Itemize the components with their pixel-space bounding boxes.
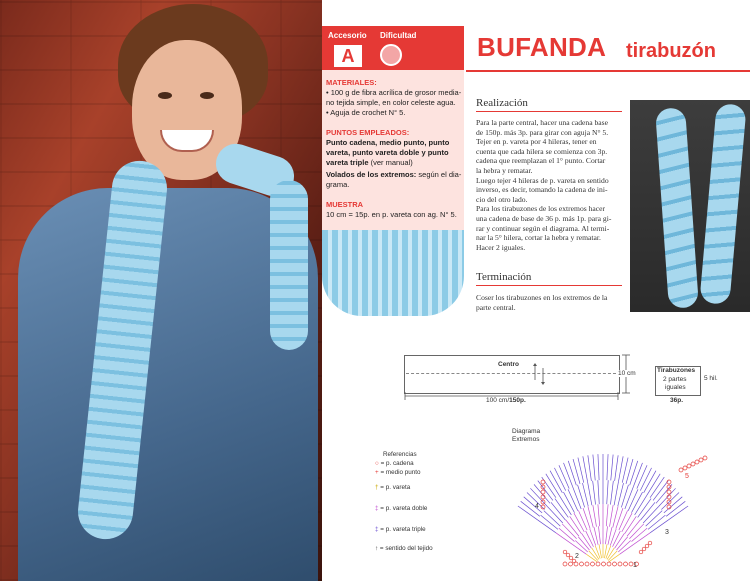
materials-line-1: • 100 g de fibra acrílica de grosor media- [326, 88, 462, 97]
stitch-mark [570, 516, 582, 534]
double-treble-icon: ‡ [375, 526, 379, 533]
chain-stitch [687, 464, 691, 468]
stitch-mark [633, 533, 650, 545]
terminacion-rule [476, 285, 622, 286]
stitch-mark [648, 515, 665, 529]
stitch-mark [555, 499, 568, 518]
legend [375, 450, 433, 553]
stitch-mark [551, 502, 566, 520]
stitch-mark [546, 474, 559, 495]
double-crochet-icon: † [375, 484, 379, 491]
chain-stitch [667, 490, 671, 494]
realizacion-line: una cadena de base de 36 p. más 1p. para gi- [476, 213, 612, 223]
row-number-4: 4 [535, 503, 539, 510]
stitch-mark [614, 482, 618, 506]
chain-stitch [585, 562, 589, 566]
chain-stitch [679, 468, 683, 472]
stitch-mark [598, 526, 600, 544]
right-eye [200, 92, 214, 99]
stitch-mark [574, 513, 584, 532]
chain-stitch [541, 480, 545, 484]
stitch-mark [538, 520, 556, 533]
realizacion-line: nar la 5° hilera, cortar la hebra y rematar. [476, 233, 601, 243]
centro-label: Centro [498, 361, 519, 368]
realizacion-line: de 150p. más 3p. para girar con aguja N° 5. [476, 127, 609, 137]
stitch-mark [622, 513, 632, 532]
stitches-line-1: Punto cadena, medio punto, punto [326, 138, 450, 147]
stitch-mark [568, 461, 576, 485]
arrow-icon: ↑ [375, 545, 379, 552]
chain-stitch [699, 458, 703, 462]
materials-line-2: no tejida simple, en color celeste agua. [326, 98, 456, 107]
materials-heading: MATERIALES: [326, 78, 377, 87]
stitches-line-3: vareta triple (ver manual) [326, 158, 413, 167]
chain-stitch [563, 550, 567, 554]
stitch-mark [638, 499, 651, 518]
row-number-1: 1 [633, 562, 637, 569]
stitch-mark [635, 495, 647, 515]
row-number-5: 5 [685, 473, 689, 480]
stitch-mark [668, 506, 688, 520]
chain-stitch [648, 541, 652, 545]
sample-heading: MUESTRA [326, 200, 364, 209]
terminacion-line-2: parte central. [476, 303, 516, 312]
stitch-mark [568, 489, 578, 510]
chain-stitch [691, 462, 695, 466]
stitch-mark [573, 487, 581, 509]
diagram-title: Diagrama [512, 428, 541, 435]
row-number-2: 2 [575, 553, 579, 560]
stitch-mark [615, 455, 619, 481]
stitch-mark [554, 468, 565, 491]
row-number-3: 3 [665, 529, 669, 536]
stitch-mark [605, 526, 607, 544]
chain-stitch [618, 562, 622, 566]
stitch-mark [564, 463, 573, 487]
stitch-mark [588, 455, 592, 481]
stitch-mark [566, 520, 579, 536]
stitch-mark [563, 492, 574, 513]
chain-stitch [613, 562, 617, 566]
stitch-mark [593, 505, 597, 527]
chain-stitch [624, 562, 628, 566]
stitch-mark [556, 533, 573, 545]
stitch-mark [610, 481, 613, 505]
chain-stitch [569, 556, 573, 560]
realizacion-line: la hebra y rematar. [476, 165, 533, 175]
accessory-letter: A [334, 45, 362, 67]
stitch-mark [583, 456, 588, 481]
stitches-line-2: vareta, punto vareta doble y punto [326, 148, 449, 157]
model-photo [0, 0, 322, 581]
stitch-mark [619, 510, 628, 530]
stitch-mark [544, 511, 561, 526]
width-label: 100 cm/150p. [486, 397, 526, 404]
stitch-mark [641, 502, 656, 520]
stitch-mark [607, 454, 608, 480]
left-eye [158, 92, 172, 99]
center-line [406, 373, 616, 374]
realizacion-line: Luego tejer 4 hileras de p. vareta en sentido [476, 175, 609, 185]
stitch-mark [620, 545, 634, 555]
chain-stitch [591, 562, 595, 566]
chain-stitch [563, 562, 567, 566]
accessory-label: Accesorio [328, 31, 367, 40]
stitch-mark [593, 455, 595, 481]
chain-stitch [569, 562, 573, 566]
page-title: BUFANDA [477, 32, 607, 62]
chain-stitch [667, 480, 671, 484]
tirabuzones-title: Tirabuzones [657, 367, 696, 374]
stitch-mark [610, 505, 614, 527]
realizacion-line: inverso, es decir, tomando la cadena de ini- [476, 185, 608, 195]
swatch-photo [322, 230, 464, 316]
title-underline [466, 70, 750, 72]
single-crochet-icon: + [375, 469, 379, 476]
realizacion-line: Para los tirabuzones de los extremos hacer [476, 204, 606, 214]
stitch-mark [559, 465, 569, 488]
scarf-right-end [270, 180, 308, 350]
stitch-mark [559, 528, 575, 541]
tirabuzones-line-2: iguales [665, 384, 686, 391]
stitch-mark [593, 481, 596, 505]
realizacion-title: Realización [476, 97, 528, 109]
chain-stitch [639, 550, 643, 554]
stitch-mark [643, 506, 659, 523]
chain-stitch [566, 553, 570, 557]
direction-arrows [530, 362, 550, 386]
spiral-right [699, 103, 746, 305]
extremes-line-2: grama. [326, 180, 350, 189]
realizacion-line: Tejer en p. vareta por 4 hileras, tener en [476, 137, 597, 147]
chain-symbol-icon: ○ [375, 460, 379, 467]
legend-single: + = medio punto [375, 469, 421, 476]
stitch-mark [606, 504, 608, 526]
realizacion-line: cio del otro lado. [476, 194, 528, 204]
stitch-mark [550, 471, 562, 493]
difficulty-label: Dificultad [380, 31, 417, 40]
legend-chain: ○ = p. cadena [375, 460, 414, 467]
realizacion-line: Hacer 2 iguales. [476, 242, 526, 252]
stitch-mark [633, 463, 642, 487]
spiral-left [655, 107, 699, 309]
stitch-mark [625, 487, 633, 509]
legend-dtr: ‡ = p. vareta triple [375, 526, 426, 533]
realizacion-line: Para la parte central, hacer una cadena base [476, 118, 608, 127]
stitch-mark [630, 461, 638, 485]
diagram-subtitle: Extremos [512, 436, 540, 443]
extremes-line: Volados de los extremos: según el dia- [326, 170, 462, 179]
realizacion-body [476, 118, 626, 252]
chain-stitch [596, 562, 600, 566]
scarf-detail-photo [630, 100, 750, 312]
stitch-mark [611, 455, 613, 481]
stitch-mark [578, 510, 587, 530]
stitch-mark [613, 531, 621, 547]
chain-stitch [602, 562, 606, 566]
stitch-mark [629, 524, 644, 539]
legend-dc: † = p. vareta [375, 484, 411, 491]
stitch-mark [547, 506, 563, 523]
chain-stitch [580, 562, 584, 566]
stitch-mark [628, 489, 638, 510]
legend-title: Referencias [383, 451, 417, 458]
stitch-mark [647, 474, 660, 495]
stitch-mark [598, 480, 599, 504]
stitch-mark [582, 534, 592, 549]
terminacion-title: Terminación [476, 271, 532, 283]
diagram-stitches [518, 454, 707, 566]
chain-stitch [703, 456, 707, 460]
stitch-mark [627, 520, 640, 536]
tirabuzones-rows: 5 hil. [704, 375, 718, 382]
realizacion-line: rar y continuar según el diagrama. Al termi- [476, 223, 610, 233]
stitch-mark [559, 495, 571, 515]
realizacion-line: cadena que reemplazan el 1° punto. Cortar [476, 156, 606, 166]
stitch-mark [618, 456, 623, 481]
stitch-mark [598, 504, 600, 526]
treble-crochet-icon: ‡ [375, 505, 379, 512]
chain-stitch [642, 547, 646, 551]
stitch-mark [598, 454, 599, 480]
materials-line-3: • Aguja de crochet N° 5. [326, 108, 406, 117]
stitch-mark [632, 492, 643, 513]
chain-stitch [683, 466, 687, 470]
stitch-mark [637, 465, 647, 488]
height-label: 10 cm [618, 370, 636, 377]
stitch-mark [562, 524, 577, 539]
realizacion-rule [476, 111, 622, 112]
legend-tr: ‡ = p. vareta doble [375, 505, 428, 512]
terminacion-line-1: Coser los tirabuzones en los extremos de la [476, 293, 608, 302]
stitch-mark [644, 471, 656, 493]
stitch-mark [541, 515, 558, 529]
stitches-heading: PUNTOS EMPLEADOS: [326, 128, 410, 137]
page-subtitle: tirabuzón [626, 40, 716, 62]
stitch-mark [607, 480, 608, 504]
legend-direction: ↑ = sentido del tejido [375, 545, 433, 552]
chain-stitch [541, 490, 545, 494]
stitch-mark [588, 482, 592, 506]
tirabuzones-width: 36p. [670, 397, 684, 404]
stitch-mark [624, 516, 636, 534]
realizacion-line: cuenta que cada hilera se comienza con 3p. [476, 146, 608, 156]
stitch-mark [640, 468, 651, 491]
crochet-diagram [505, 448, 720, 573]
stitch-mark [632, 528, 648, 541]
stitch-mark [646, 511, 663, 526]
chain-stitch [607, 562, 611, 566]
sample-text: 10 cm = 15p. en p. vareta con ag. N° 5. [326, 210, 457, 219]
stitch-mark [615, 534, 625, 549]
tirabuzones-line-1: 2 partes [663, 376, 687, 383]
yarn-ball-icon [380, 44, 402, 66]
chain-stitch [695, 460, 699, 464]
chain-stitch [645, 544, 649, 548]
stitch-mark [586, 531, 594, 547]
